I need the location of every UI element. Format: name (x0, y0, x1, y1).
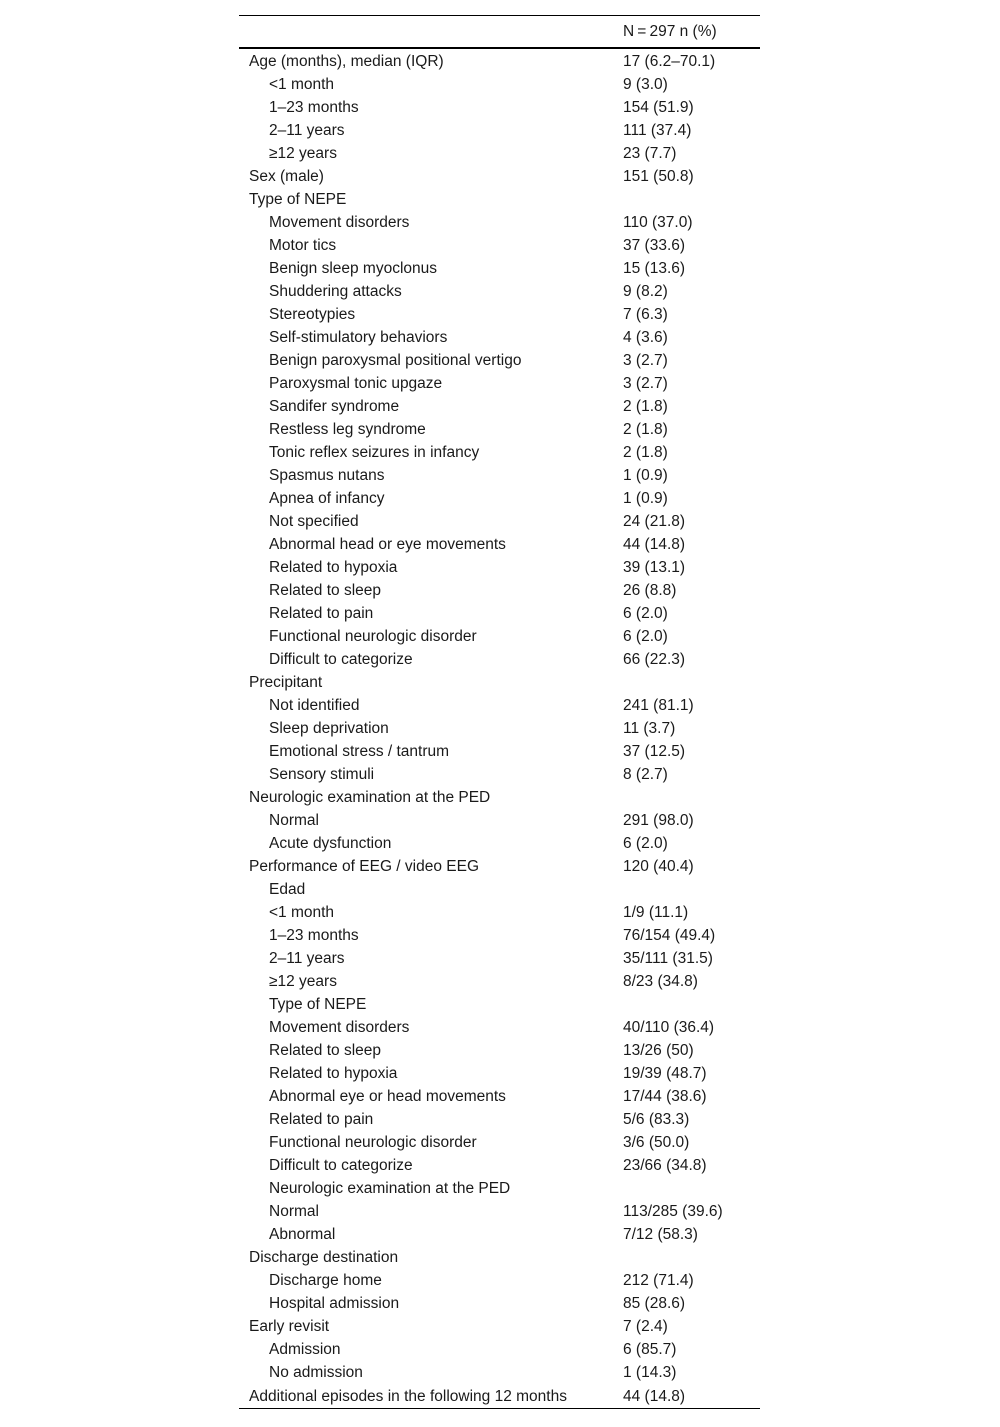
bottom-rule (239, 1409, 760, 1410)
row-label: <1 month (269, 904, 335, 921)
row-label: Benign paroxysmal positional vertigo (269, 352, 522, 369)
row-label: Abnormal (269, 1226, 336, 1243)
row-label: Normal (269, 812, 319, 829)
header-variable (239, 16, 613, 49)
row-label: Precipitant (249, 674, 323, 691)
row-value: 1 (0.9) (623, 490, 668, 507)
row-label: Related to sleep (269, 582, 382, 599)
row-label: Movement disorders (269, 1019, 410, 1036)
row-value: 9 (8.2) (623, 283, 668, 300)
row-value: 1/9 (11.1) (623, 904, 689, 921)
row-value: 15 (13.6) (623, 260, 686, 277)
table-row (239, 1269, 760, 1292)
row-value: 24 (21.8) (623, 513, 686, 530)
row-label: Benign sleep myoclonus (269, 260, 438, 277)
row-label: Related to pain (269, 605, 374, 622)
row-label: Related to sleep (269, 1042, 382, 1059)
table-row (239, 763, 760, 786)
table-row (239, 73, 760, 96)
characteristics-table-container (239, 15, 760, 1409)
header-row (239, 16, 760, 49)
row-label: Additional episodes in the following 12 months (249, 1387, 567, 1405)
table-row (239, 533, 760, 556)
row-label: 2–11 years (269, 122, 345, 139)
row-value: 35/111 (31.5) (623, 950, 713, 967)
table-row (239, 441, 760, 464)
table-row (239, 1085, 760, 1108)
row-label: Edad (269, 881, 306, 898)
table-row (239, 510, 760, 533)
row-label: Abnormal eye or head movements (269, 1088, 506, 1105)
row-value: 39 (13.1) (623, 559, 686, 576)
row-label: Functional neurologic disorder (269, 628, 477, 645)
row-value: 8/23 (34.8) (623, 973, 698, 990)
table-row (239, 1315, 760, 1338)
row-value: 44 (14.8) (623, 1387, 686, 1405)
table-footer-rule (239, 1409, 760, 1410)
table-row (239, 1361, 760, 1384)
row-value: 120 (40.4) (623, 858, 694, 875)
row-value: 4 (3.6) (623, 329, 668, 346)
row-label: Tonic reflex seizures in infancy (269, 444, 480, 461)
row-label: Shuddering attacks (269, 283, 402, 300)
table-row (239, 1108, 760, 1131)
table-row (239, 717, 760, 740)
table-row (239, 464, 760, 487)
table-row (239, 1016, 760, 1039)
row-value: 7 (6.3) (623, 306, 668, 323)
row-label: Sensory stimuli (269, 766, 375, 783)
row-label: Neurologic examination at the PED (249, 789, 491, 806)
table-row (239, 1223, 760, 1246)
table-row (239, 418, 760, 441)
row-value: 8 (2.7) (623, 766, 668, 783)
row-label: Related to hypoxia (269, 559, 398, 576)
table-row (239, 395, 760, 418)
table-row (239, 1062, 760, 1085)
row-label: Age (months), median (IQR) (249, 53, 444, 70)
row-value: 111 (37.4) (623, 122, 692, 139)
row-value: 212 (71.4) (623, 1272, 694, 1289)
table-row (239, 809, 760, 832)
row-value: 66 (22.3) (623, 651, 686, 668)
row-label: ≥12 years (269, 145, 337, 162)
row-value: 3 (2.7) (623, 375, 668, 392)
table-row (239, 257, 760, 280)
row-value (613, 671, 760, 694)
row-value: 110 (37.0) (623, 214, 693, 231)
table-row (239, 119, 760, 142)
row-label: 1–23 months (269, 927, 359, 944)
row-value: 3 (2.7) (623, 352, 668, 369)
table-row (239, 671, 760, 694)
row-value: 11 (3.7) (623, 720, 676, 737)
table-row (239, 1338, 760, 1361)
table-row (239, 1200, 760, 1223)
row-value: 5/6 (83.3) (623, 1111, 690, 1128)
row-value: 241 (81.1) (623, 697, 694, 714)
table-row (239, 625, 760, 648)
row-value: 13/26 (50) (623, 1042, 694, 1059)
row-label: <1 month (269, 76, 335, 93)
row-label: Discharge home (269, 1272, 382, 1289)
table-row (239, 1384, 760, 1409)
row-label: Neurologic examination at the PED (269, 1180, 511, 1197)
row-label: No admission (269, 1364, 363, 1381)
table-row (239, 280, 760, 303)
row-value: 7/12 (58.3) (623, 1226, 698, 1243)
row-value (613, 1177, 760, 1200)
row-label: 2–11 years (269, 950, 345, 967)
table-row (239, 556, 760, 579)
row-value: 151 (50.8) (623, 168, 694, 185)
row-value: 6 (2.0) (623, 628, 668, 645)
table-row (239, 878, 760, 901)
row-value: 37 (12.5) (623, 743, 686, 760)
row-label: Apnea of infancy (269, 490, 385, 507)
row-label: Emotional stress / tantrum (269, 743, 450, 760)
table-row (239, 855, 760, 878)
row-value: 26 (8.8) (623, 582, 677, 599)
row-label: Motor tics (269, 237, 337, 254)
table-row (239, 993, 760, 1016)
row-value: 2 (1.8) (623, 421, 668, 438)
row-value: 19/39 (48.7) (623, 1065, 707, 1082)
row-value: 6 (85.7) (623, 1341, 677, 1358)
table-row (239, 740, 760, 763)
table-row (239, 303, 760, 326)
table-row (239, 96, 760, 119)
row-value: 40/110 (36.4) (623, 1019, 715, 1036)
row-label: 1–23 months (269, 99, 359, 116)
row-label: Early revisit (249, 1318, 330, 1335)
row-label: Related to hypoxia (269, 1065, 398, 1082)
table-row (239, 188, 760, 211)
row-label: Restless leg syndrome (269, 421, 426, 438)
row-label: Sandifer syndrome (269, 398, 400, 415)
table-row (239, 326, 760, 349)
row-value: 2 (1.8) (623, 444, 668, 461)
row-value: 1 (14.3) (623, 1364, 677, 1381)
row-value: 7 (2.4) (623, 1318, 668, 1335)
row-value (613, 878, 760, 901)
table-row (239, 648, 760, 671)
row-value: 113/285 (39.6) (623, 1203, 723, 1220)
table-row (239, 1177, 760, 1200)
row-label: Paroxysmal tonic upgaze (269, 375, 443, 392)
row-label: Type of NEPE (249, 191, 347, 208)
table-row (239, 165, 760, 188)
row-label: Sex (male) (249, 168, 324, 185)
row-label: Spasmus nutans (269, 467, 385, 484)
row-label: Type of NEPE (269, 996, 367, 1013)
row-value: 2 (1.8) (623, 398, 668, 415)
table-row (239, 786, 760, 809)
table-row (239, 947, 760, 970)
table-row (239, 1154, 760, 1177)
row-value (613, 993, 760, 1016)
table-row (239, 211, 760, 234)
row-value: 44 (14.8) (623, 536, 686, 553)
table-row (239, 924, 760, 947)
table-row (239, 1246, 760, 1269)
row-value (613, 188, 760, 211)
table-row (239, 579, 760, 602)
row-value: 9 (3.0) (623, 76, 668, 93)
table-row (239, 602, 760, 625)
table-row (239, 1292, 760, 1315)
row-value: 1 (0.9) (623, 467, 668, 484)
row-value: 76/154 (49.4) (623, 927, 716, 944)
row-value: 23 (7.7) (623, 145, 677, 162)
row-label: Related to pain (269, 1111, 374, 1128)
table-row (239, 694, 760, 717)
table-row (239, 1039, 760, 1062)
table-row (239, 372, 760, 395)
row-label: Stereotypies (269, 306, 356, 323)
row-value: 6 (2.0) (623, 835, 668, 852)
table-row (239, 349, 760, 372)
table-row (239, 832, 760, 855)
table-row (239, 48, 760, 73)
row-label: Hospital admission (269, 1295, 400, 1312)
row-label: Performance of EEG / video EEG (249, 858, 480, 875)
row-label: Acute dysfunction (269, 835, 392, 852)
table-body (239, 48, 760, 1409)
table-row (239, 487, 760, 510)
row-label: Sleep deprivation (269, 720, 389, 737)
table-header (239, 16, 760, 49)
row-label: Movement disorders (269, 214, 410, 231)
row-value: 17 (6.2–70.1) (623, 53, 716, 70)
table-row (239, 234, 760, 257)
row-value: 23/66 (34.8) (623, 1157, 707, 1174)
row-value (613, 786, 760, 809)
characteristics-table (239, 15, 760, 1409)
header-n-percent: N = 297 n (%) (623, 22, 717, 40)
table-row (239, 1131, 760, 1154)
row-value: 291 (98.0) (623, 812, 694, 829)
row-value: 3/6 (50.0) (623, 1134, 690, 1151)
row-value: 85 (28.6) (623, 1295, 686, 1312)
row-label: Self-stimulatory behaviors (269, 329, 448, 346)
row-value: 17/44 (38.6) (623, 1088, 707, 1105)
row-label: Difficult to categorize (269, 651, 413, 668)
row-label: Discharge destination (249, 1249, 399, 1266)
table-row (239, 970, 760, 993)
table-row (239, 901, 760, 924)
row-label: Difficult to categorize (269, 1157, 413, 1174)
row-label: Admission (269, 1341, 341, 1358)
row-value: 154 (51.9) (623, 99, 694, 116)
row-label: Not specified (269, 513, 359, 530)
row-label: Not identified (269, 697, 360, 714)
row-label: Normal (269, 1203, 319, 1220)
row-label: Abnormal head or eye movements (269, 536, 506, 553)
row-value: 6 (2.0) (623, 605, 668, 622)
row-label: Functional neurologic disorder (269, 1134, 477, 1151)
row-value (613, 1246, 760, 1269)
row-value: 37 (33.6) (623, 237, 686, 254)
row-label: ≥12 years (269, 973, 337, 990)
table-row (239, 142, 760, 165)
